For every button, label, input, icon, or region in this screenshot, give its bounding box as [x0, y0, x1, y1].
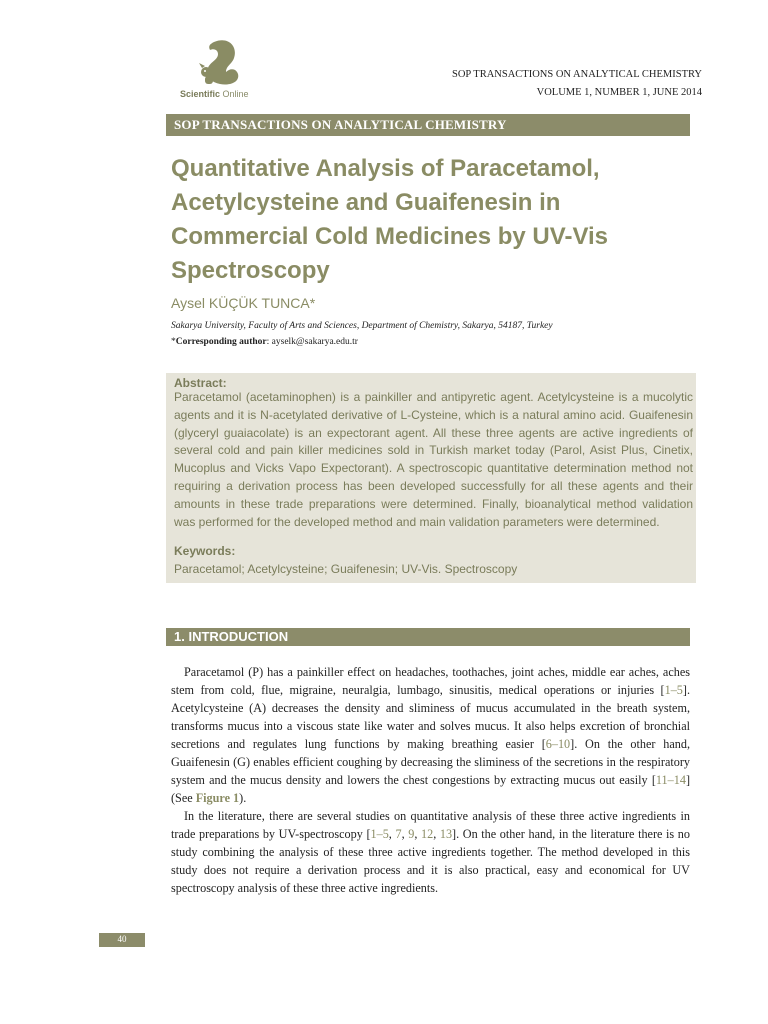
abstract-heading: Abstract:: [174, 376, 227, 390]
citation-link[interactable]: 12: [421, 827, 434, 841]
paragraph: Paracetamol (P) has a painkiller effect on headaches, toothaches, joint aches, middle ear aches, aches stem from cold, flue, migraine, neuralgia, lumbago, sinusitis, medical operations or injuries [1–5]. Acetylcysteine (A) decreases the density and sliminess of mucus accumulated in the breath system, transforms mucus into a viscous state like water and solves mucus. It also helps excretion of bronchial secretions and regulates lung functions by making breathing easier [6–10]. On the other hand, Guaifenesin (G) enables efficient coughing by decreasing the sliminess of the secretions in the respiratory system and the mucus density and lowers the chest congestions by extracting mucus out easily [11–14] (See Figure 1).: [171, 665, 690, 805]
article-title: Quantitative Analysis of Paracetamol, Acetylcysteine and Guaifenesin in Commercial Cold Medicines by UV-Vis Spectroscopy: [171, 155, 609, 284]
citation-link[interactable]: 13: [439, 827, 453, 841]
author-name: Aysel KÜÇÜK TUNCA*: [171, 295, 316, 311]
citation-link[interactable]: 9: [408, 827, 415, 841]
citation-link[interactable]: 7: [395, 827, 402, 841]
keywords-text: Paracetamol; Acetylcysteine; Guaifenesin; UV-Vis. Spectroscopy: [174, 562, 518, 576]
publisher-logo: [180, 38, 260, 104]
citation-link[interactable]: 1: [370, 827, 377, 841]
logo-wordmark: Scientific Online: [180, 89, 249, 99]
corresponding-email[interactable]: : ayselk@sakarya.edu.tr: [266, 337, 358, 347]
journal-banner-text: SOP TRANSACTIONS ON ANALYTICAL CHEMISTRY: [174, 117, 507, 132]
figure-link[interactable]: Figure 1: [195, 791, 240, 805]
citation-link[interactable]: 14: [673, 773, 686, 787]
keywords-heading: Keywords:: [174, 544, 236, 558]
corresponding-label: Corresponding author: [175, 337, 267, 347]
citation-link[interactable]: 6: [545, 737, 552, 751]
abstract-text: Paracetamol (acetaminophen) is a painkiller and antipyretic agent. Acetylcysteine is a mucolytic agents and it is N-acetylated derivative of L-Cysteine, which is a natural amino acid. Guaifenesin (glyceryl guaiacolate) is an expectorant agent. All these three agents are active ingredients of several cold and pain killer medicines sold in Turkish market today (Parol, Asist Plus, Cinetix, Mucoplus and Vicks Vapo Expectorant). A spectroscopic quantitative determination method not requiring a derivation process has been developed successfully for all these agents and their amounts in these trade preparations were determined. Finally, bioanalytical method validation was performed for the developed method and main validation parameters were determined.: [174, 390, 693, 529]
citation-link[interactable]: 1: [664, 683, 671, 697]
corresponding-author: *Corresponding author: ayselk@sakarya.edu.tr: [171, 337, 358, 347]
volume-info: VOLUME 1, NUMBER 1, JUNE 2014: [536, 87, 702, 98]
paragraph: In the literature, there are several studies on quantitative analysis of these three active ingredients in trade preparations by UV-spectroscopy [1–5, 7, 9, 12, 13]. On the other hand, in the literature there is no study combining the analysis of these three active ingredients together. The method developed in this study does not require a derivation process and it is also practical, easy and economical for UV spectroscopy analysis of these three active ingredients.: [171, 809, 690, 895]
author-affiliation: Sakarya University, Faculty of Arts and Sciences, Department of Chemistry, Sakarya, 54187, Turkey: [171, 321, 553, 331]
abstract-box: [166, 373, 696, 583]
squirrel-icon: [180, 38, 260, 88]
citation-link[interactable]: 5: [676, 683, 683, 697]
section-heading: 1. INTRODUCTION: [174, 629, 289, 644]
citation-link[interactable]: 10: [557, 737, 571, 751]
running-header: [452, 66, 702, 102]
journal-name: SOP TRANSACTIONS ON ANALYTICAL CHEMISTRY: [451, 69, 702, 80]
journal-banner: [166, 114, 690, 136]
introduction-body: [171, 663, 690, 897]
page-number-badge: [99, 933, 145, 947]
citation-link[interactable]: 5: [382, 827, 389, 841]
citation-link[interactable]: 11: [655, 773, 668, 787]
section-heading-bar: [166, 628, 690, 646]
page-number: 40: [117, 934, 127, 944]
